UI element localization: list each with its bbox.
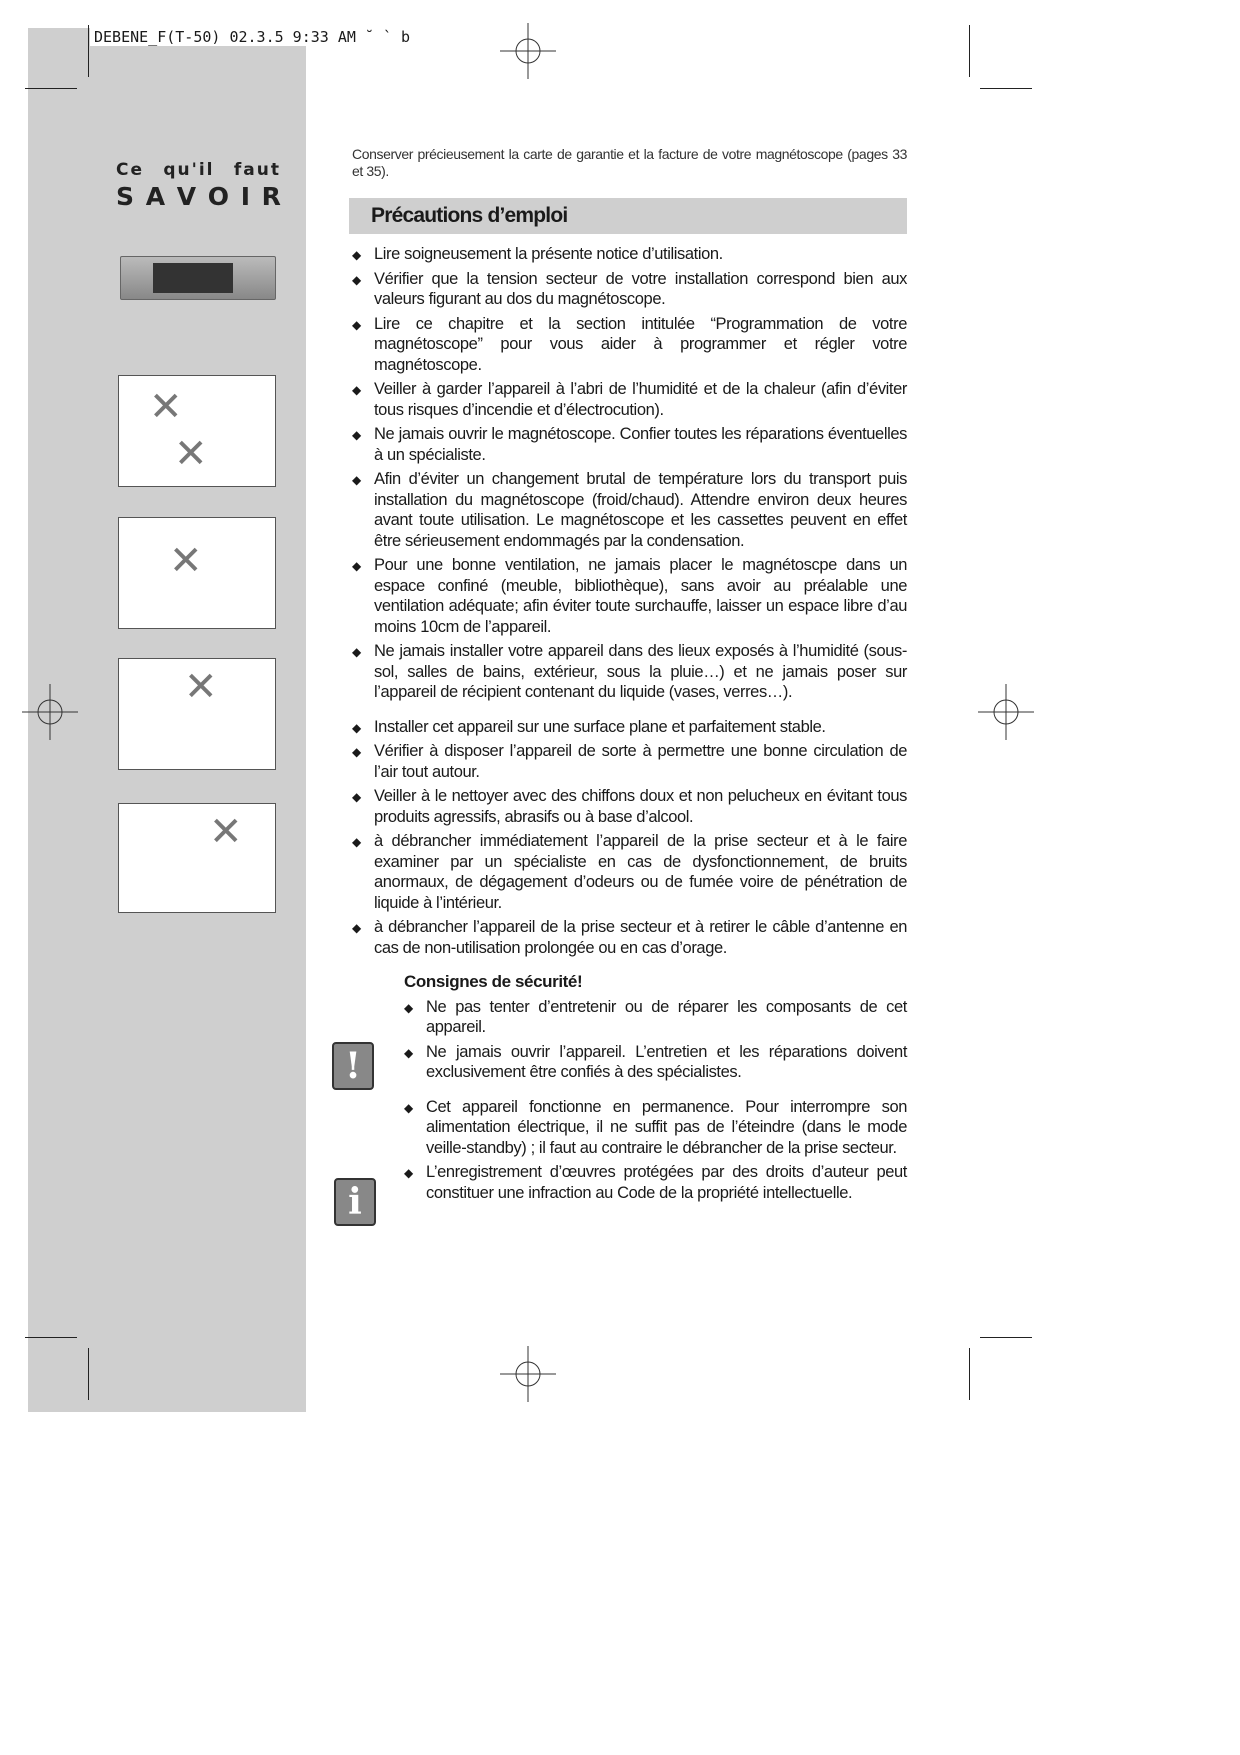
list-item: ◆ L’enregistrement d’œuvres protégées par des droits d’auteur peut constituer une infraction au Code de la propriété intellectuelle. bbox=[404, 1162, 907, 1203]
list-item: ◆ Veiller à garder l’appareil à l’abri de l’humidité et de la chaleur (afin d’éviter tous risques d’incendie et d’électrocution). bbox=[352, 379, 907, 420]
list-item: ◆ Vérifier à disposer l’appareil de sorte à permettre une bonne circulation de l’air tout autour. bbox=[352, 741, 907, 782]
crop-mark bbox=[88, 1348, 89, 1400]
info-icon: i bbox=[334, 1178, 376, 1226]
liquid-warning-illustration: ✕ bbox=[118, 658, 276, 770]
vcr-illustration bbox=[120, 256, 276, 300]
safety-heading: Consignes de sécurité! bbox=[404, 972, 583, 991]
safety-section bbox=[404, 972, 907, 1203]
title-letter: S bbox=[116, 182, 135, 211]
title-word: qu'il bbox=[163, 160, 215, 180]
crop-mark bbox=[980, 1337, 1032, 1338]
registration-mark-icon bbox=[22, 684, 78, 740]
crop-mark bbox=[88, 25, 89, 77]
main-content bbox=[352, 146, 907, 1207]
list-item: ◆ à débrancher l’appareil de la prise secteur et à retirer le câble d’antenne en cas de non-utilisation prolongée ou en cas d’orage. bbox=[352, 917, 907, 958]
print-slug: DEBENE_F(T-50) 02.3.5 9:33 AM ˘ ` b bbox=[90, 28, 414, 46]
list-item: ◆ Ne jamais ouvrir le magnétoscope. Confier toutes les réparations éventuelles à un spécialiste. bbox=[352, 424, 907, 465]
list-item: ◆ à débrancher immédiatement l’appareil de la prise secteur et à le faire examiner par un spécialiste en cas de dysfonctionnement, de bruits anormaux, de dégagement d’odeurs ou de fumée voire de pénétration de liquide à l’intérieur. bbox=[352, 831, 907, 913]
list-item: ◆ Lire soigneusement la présente notice d’utilisation. bbox=[352, 244, 907, 265]
title-word: Ce bbox=[116, 160, 145, 180]
title-word: faut bbox=[233, 160, 281, 180]
list-item: ◆ Ne pas tenter d’entretenir ou de réparer les composants de cet appareil. bbox=[404, 997, 907, 1038]
section-title bbox=[116, 160, 281, 211]
crop-mark bbox=[969, 1348, 970, 1400]
list-item: ◆ Afin d’éviter un changement brutal de température lors du transport puis installation du magnétoscope (froid/chaud). Attendre environ deux heures avant toute utilisation. Le magnétoscope et les cassettes peuvent en effet être sérieusement endommagés par la condensation. bbox=[352, 469, 907, 551]
crop-mark bbox=[25, 1337, 77, 1338]
list-item: ◆ Veiller à le nettoyer avec des chiffons doux et non pelucheux en évitant tous produits agressifs, abrasifs ou à base d’alcool. bbox=[352, 786, 907, 827]
list-item: ◆ Vérifier que la tension secteur de votre installation correspond bien aux valeurs figurant au dos du magnétoscope. bbox=[352, 269, 907, 310]
list-item: ◆ Lire ce chapitre et la section intitulée “Programmation de votre magnétoscope” pour vous aider à programmer et régler votre magnétoscope. bbox=[352, 314, 907, 376]
intro-text: Conserver précieusement la carte de garantie et la facture de votre magnétoscope (pages 33 et 35). bbox=[352, 146, 907, 179]
section-heading: Précautions d’emploi bbox=[349, 198, 907, 234]
crop-mark bbox=[969, 25, 970, 77]
registration-mark-icon bbox=[978, 684, 1034, 740]
warning-icon: ! bbox=[332, 1042, 374, 1090]
title-letter: V bbox=[176, 182, 197, 211]
list-item: ◆ Cet appareil fonctionne en permanence. Pour interrompre son alimentation électrique, il ne suffit pas de l’éteindre (dans le mode veille-standby) ; il faut au contraire le débrancher de la prise secteur. bbox=[404, 1097, 907, 1159]
crop-mark bbox=[25, 88, 77, 89]
precautions-list bbox=[352, 244, 907, 958]
title-letter: A bbox=[145, 182, 166, 211]
registration-mark-icon bbox=[500, 23, 556, 79]
object-on-top-warning-illustration: ✕ bbox=[118, 803, 276, 913]
title-letter: R bbox=[261, 182, 281, 211]
list-item: ◆ Installer cet appareil sur une surface plane et parfaitement stable. bbox=[352, 717, 907, 738]
list-item: ◆ Ne jamais installer votre appareil dans des lieux exposés à l’humidité (sous-sol, salles de bains, extérieur, sous la pluie…) et ne jamais poser sur l’appareil de récipient contenant du liquide (vases, verres…). bbox=[352, 641, 907, 703]
crop-mark bbox=[980, 88, 1032, 89]
list-item: ◆ Pour une bonne ventilation, ne jamais placer le magnétoscpe dans un espace confiné (meuble, bibliothèque), sans avoir au préalable une ventilation adéquate; afin éviter toute surchauffe, laisser un espace libre d’au moins 10cm de l’appareil. bbox=[352, 555, 907, 637]
humidity-warning-illustration: ✕ ✕ bbox=[118, 375, 276, 487]
title-letter: O bbox=[207, 182, 230, 211]
registration-mark-icon bbox=[500, 1346, 556, 1402]
magnet-warning-illustration: ✕ bbox=[118, 517, 276, 629]
list-item: ◆ Ne jamais ouvrir l’appareil. L’entretien et les réparations doivent exclusivement être confiés à des spécialistes. bbox=[404, 1042, 907, 1083]
title-letter: I bbox=[240, 182, 250, 211]
